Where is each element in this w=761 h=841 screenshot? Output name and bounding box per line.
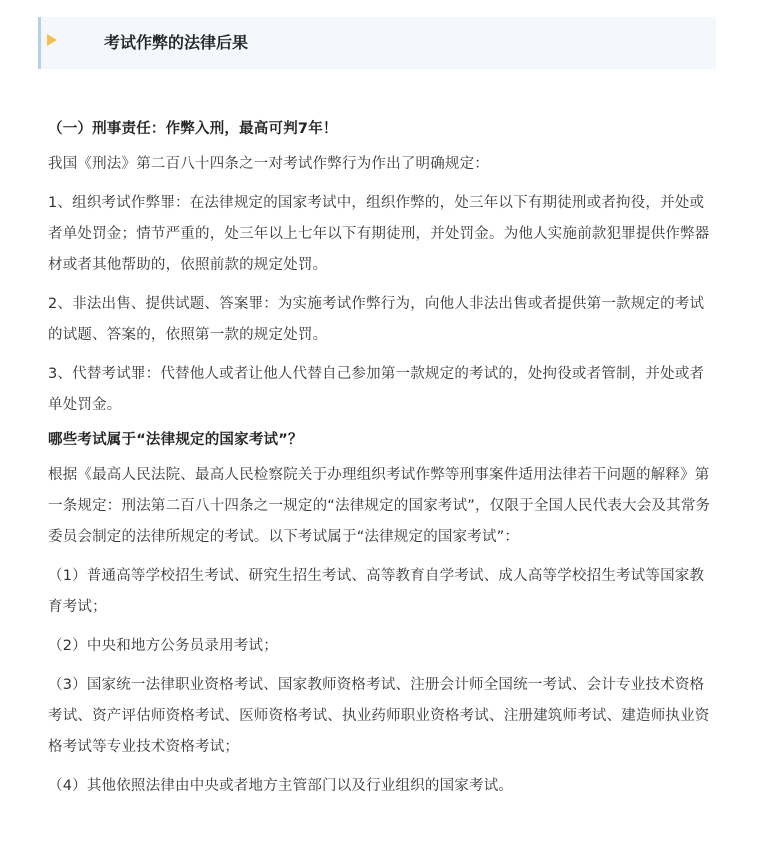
- triangle-bullet-icon: [47, 34, 57, 46]
- section-title: 考试作弊的法律后果: [104, 33, 249, 52]
- subsection-heading-national-exams: 哪些考试属于“法律规定的国家考试”？: [48, 432, 303, 448]
- section-header: [38, 17, 716, 69]
- subsection-heading-criminal-liability: （一）刑事责任：作弊入刑，最高可判7年！: [48, 121, 338, 137]
- judicial-interpretation-paragraph: 根据《最高人民法院、最高人民检察院关于办理组织考试作弊等刑事案件适用法律若干问题的解释》第一条规定：刑法第二百八十四条之一规定的“法律规定的国家考试”，仅限于全国人民代表大会及其常务委员会制定的法律所规定的考试。以下考试属于“法律规定的国家考试”：: [48, 467, 711, 545]
- exam-item-other: （4）其他依照法律由中央或者地方主管部门以及行业组织的国家考试。: [48, 778, 514, 794]
- criminal-law-intro: 我国《刑法》第二百八十四条之一对考试作弊行为作出了明确规定：: [48, 156, 489, 172]
- crime-item-organizing-cheating: 1、组织考试作弊罪：在法律规定的国家考试中，组织作弊的，处三年以下有期徒刑或者拘役，并处或者单处罚金；情节严重的，处三年以上七年以下有期徒刑，并处罚金。为他人实施前款犯罪提供作弊器材或者其他帮助的，依照前款的规定处罚。: [48, 195, 710, 273]
- crime-item-substitute-exam: 3、代替考试罪：代替他人或者让他人代替自己参加第一款规定的考试的，处拘役或者管制，并处或者单处罚金。: [48, 366, 705, 413]
- exam-item-civil-service: （2）中央和地方公务员录用考试；: [48, 638, 278, 654]
- article-body: [48, 114, 713, 802]
- crime-item-selling-answers: 2、非法出售、提供试题、答案罪：为实施考试作弊行为，向他人非法出售或者提供第一款规定的考试的试题、答案的，依照第一款的规定处罚。: [48, 296, 705, 343]
- exam-item-education: （1）普通高等学校招生考试、研究生招生考试、高等教育自学考试、成人高等学校招生考试等国家教育考试；: [48, 568, 705, 615]
- exam-item-professional-qualification: （3）国家统一法律职业资格考试、国家教师资格考试、注册会计师全国统一考试、会计专业技术资格考试、资产评估师资格考试、医师资格考试、执业药师职业资格考试、注册建筑师考试、建造师执业资格考试等专业技术资格考试；: [48, 677, 710, 755]
